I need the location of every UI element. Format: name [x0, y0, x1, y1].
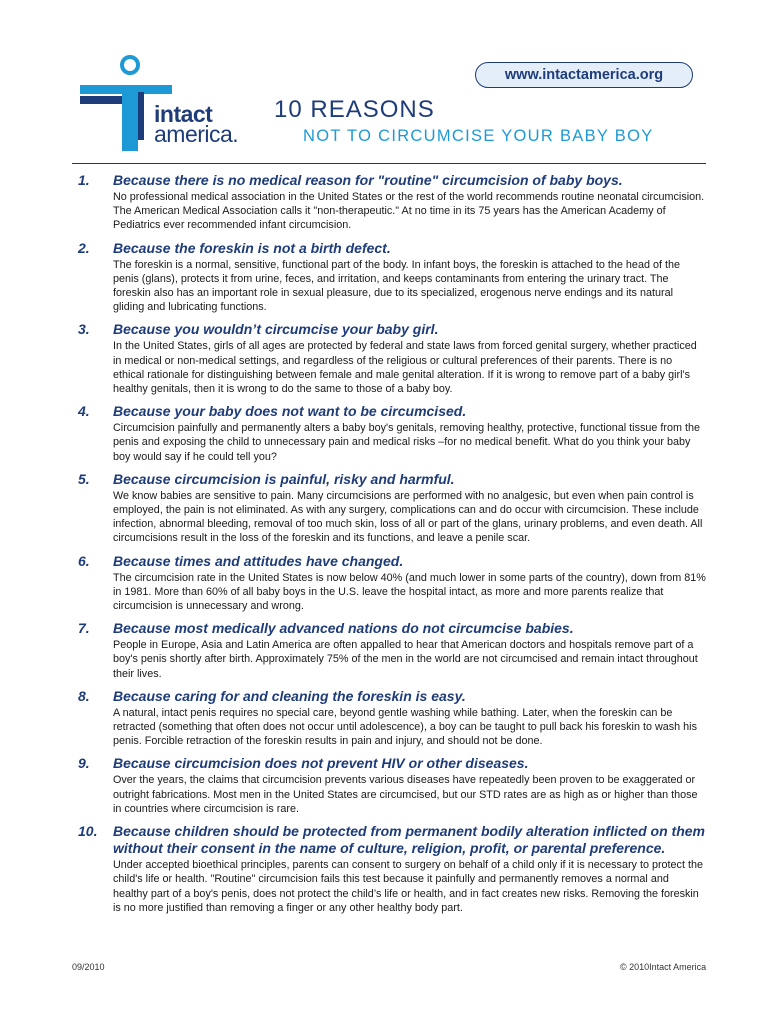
footer-copyright: © 2010Intact America	[620, 962, 707, 972]
reason-item	[78, 823, 706, 915]
reason-heading: Because there is no medical reason for "routine" circumcision of baby boys.	[113, 172, 623, 188]
reason-body: In the United States, girls of all ages are protected by federal and state laws from forced genital surgery, whether practiced in medical or non-medical settings, and regardless of the religious or cultural preferences of their parents. There is no ethical rationale for distinguishing between female and male genital alteration. If it is wrong to remove part of a baby girl's healthy genitals, then it is wrong to do the same to those of a baby boy.	[113, 340, 697, 396]
reason-number: 4.	[78, 403, 90, 420]
reason-body: We know babies are sensitive to pain. Many circumcisions are performed with no analgesic, but even when pain control is employed, the pain is not eliminated. As with any surgery, complications can and do occur with circumcision. These include infection, abnormal bleeding, removal of too much skin, loss of all or part of the glans, urinary problems, and even death. All circumcisions result in the loss of the foreskin and its functions, and leave a penile scar.	[113, 489, 703, 545]
page-subtitle: NOT TO CIRCUMCISE YOUR BABY BOY	[303, 127, 654, 145]
reason-body: People in Europe, Asia and Latin America are often appalled to hear that American doctors and hospitals remove part of a boy's penis shortly after birth. Approximately 75% of the men in the world are not circumcised and remain intact throughout their lives.	[113, 639, 698, 680]
logo-ring-icon	[120, 55, 140, 75]
website-link[interactable]: www.intactamerica.org	[475, 62, 693, 88]
reason-number: 1.	[78, 172, 90, 188]
reason-number: 9.	[78, 755, 90, 772]
reason-body: No professional medical association in the United States or the rest of the world recommends routine neonatal circumcision. The American Medical Association calls it "non-therapeutic." At no time in its 75 years has the American Academy of Pediatrics ever recommended infant circumcision.	[113, 191, 705, 232]
reason-item	[78, 172, 706, 233]
reason-item	[78, 688, 706, 749]
reasons-list	[78, 172, 706, 922]
reason-heading: Because your baby does not want to be circumcised.	[113, 403, 467, 420]
reason-heading: Because times and attitudes have changed.	[113, 552, 404, 569]
reason-number: 2.	[78, 239, 90, 256]
intact-america-logo	[78, 52, 278, 152]
logo-word-intact: intact	[154, 101, 213, 127]
reason-number: 6.	[78, 552, 90, 569]
reason-number: 3.	[78, 321, 90, 338]
logo-stem-icon	[122, 85, 138, 151]
logo-word-america: america.	[154, 121, 239, 147]
reason-item	[78, 403, 706, 464]
reason-item	[78, 240, 706, 315]
reason-number: 10.	[78, 823, 98, 840]
reason-body: A natural, intact penis requires no special care, beyond gentle washing while bathing. Later, when the foreskin can be retracted (something that often does not occur until adolescence), a boy can be taught to pull back his foreskin to wash his penis. Forcible retraction of the foreskin results in pain and injury, and should not be done.	[113, 706, 697, 748]
reason-heading: Because circumcision is painful, risky and harmful.	[113, 470, 455, 487]
reason-heading: Because the foreskin is not a birth defect.	[113, 239, 391, 256]
reason-body: Circumcision painfully and permanently alters a baby boy's genitals, removing healthy, protective, functional tissue from the penis and exposing the child to unnecessary pain and medical risks –for no medical benefit. What do you think your baby boy would say if he could tell you?	[113, 422, 700, 463]
page-title: 10 REASONS	[274, 96, 435, 123]
reason-number: 8.	[78, 687, 90, 704]
reason-item	[78, 553, 706, 614]
footer-date: 09/2010	[72, 962, 105, 972]
reason-number: 7.	[78, 620, 90, 637]
reason-body: Under accepted bioethical principles, parents can consent to surgery on behalf of a child only if it is necessary to protect the child's life or health. "Routine" circumcision fails this test because it painfully and permanently removes a normal and healthy part of a boy's penis, does not protect the child’s life or health, and in fact creates new risks. Removing the foreskin is no more justified than removing a finger or any other healthy body part.	[113, 859, 703, 914]
logo-bar-dark-icon	[80, 96, 122, 104]
reason-body: The foreskin is a normal, sensitive, functional part of the body. In infant boys, the foreskin is attached to the head of the penis (glans), protects it from urine, feces, and irritation, and keeps contaminants from entering the urinary tract. The foreskin also has an important role in sexual pleasure, due to its specialized, erogenous nerve endings and its natural gliding and lubricating functions.	[113, 258, 680, 314]
reason-heading: Because you wouldn’t circumcise your baby girl.	[113, 321, 439, 338]
reason-heading: Because most medically advanced nations do not circumcise babies.	[113, 620, 574, 637]
reason-heading: Because circumcision does not prevent HIV or other diseases.	[113, 755, 529, 772]
reason-item	[78, 755, 706, 816]
reason-item	[78, 321, 706, 396]
reason-body: Over the years, the claims that circumcision prevents various diseases have repeatedly been proven to be exaggerated or outright fabrications. Most men in the United States are circumcised, but our STD rates are as high as or higher than those in countries where circumcision is rare.	[113, 774, 698, 815]
header-divider	[72, 163, 706, 164]
reason-number: 5.	[78, 470, 90, 487]
reason-item	[78, 620, 706, 681]
reason-body: The circumcision rate in the United States is now below 40% (and much lower in some parts of the country), down from 81% in 1981. More than 60% of all baby boys in the U.S. leave the hospital intact, as more and more parents realize that circumcision is unnecessary and wrong.	[113, 571, 706, 613]
reason-heading: Because children should be protected from permanent bodily alteration inflicted on them without their consent in the name of culture, religion, profit, or parental preference.	[113, 823, 705, 857]
reason-heading: Because caring for and cleaning the foreskin is easy.	[113, 687, 466, 704]
logo-accent-icon	[138, 92, 144, 140]
reason-item	[78, 471, 706, 546]
